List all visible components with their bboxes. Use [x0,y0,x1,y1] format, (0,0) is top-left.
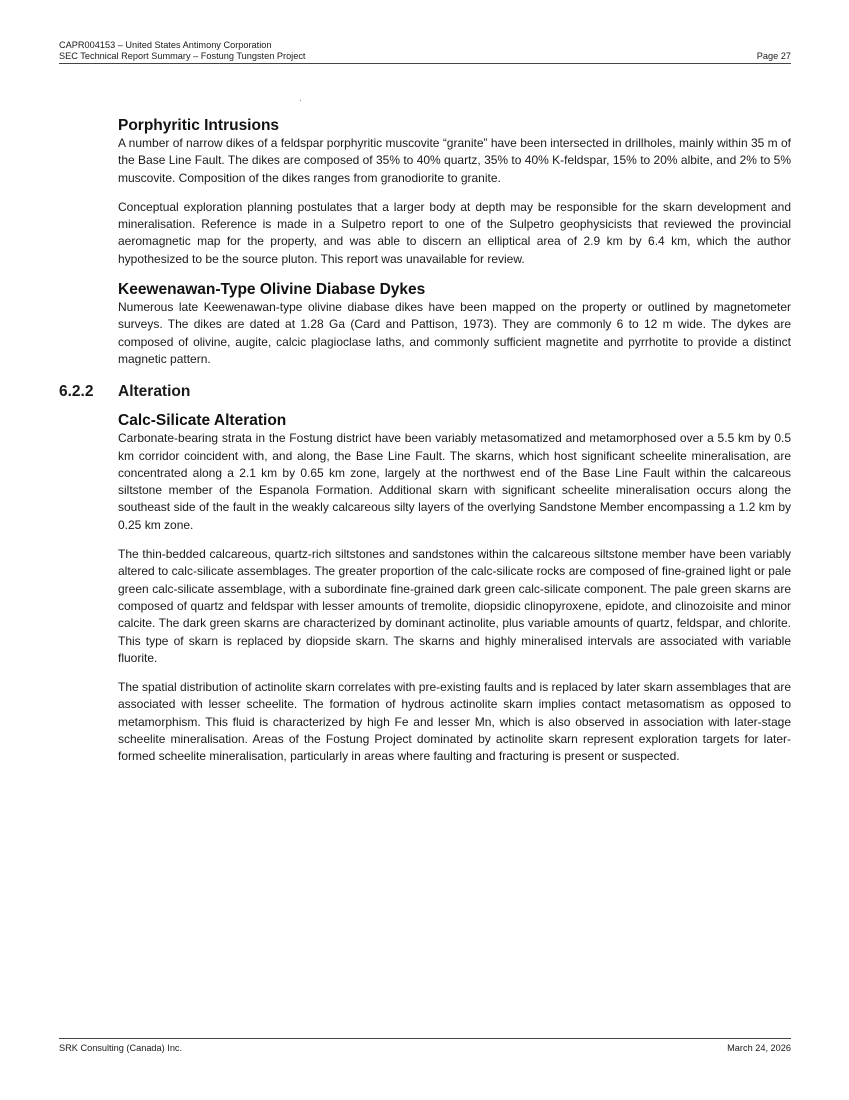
section-heading-alteration [59,382,791,401]
heading-porphyritic-intrusions: Porphyritic Intrusions [118,117,280,134]
footer-company: SRK Consulting (Canada) Inc. [59,1043,183,1053]
page-number: Page 27 [756,51,791,61]
paragraph-calc-3: The spatial distribution of actinolite skarn correlates with pre-existing faults and is replaced by later skarn assemblages that are associated with lesser scheelite. The formation of hydrous actinolite skarn implies contact metasomatism as opposed to metamorphism. This fluid is characterized by high Fe and lesser Mn, which is also observed in association with later-stage scheelite mineralisation. Areas of the Fostung Project dominated by actinolite skarn represent exploration targets for later-formed scheelite mineralisation, particularly in areas where faulting and fracturing is present or suspected. [118,680,792,764]
footer-date: March 24, 2026 [727,1043,791,1053]
section-title: Alteration [118,383,191,401]
heading-calc-silicate-alteration: Calc-Silicate Alteration [118,412,287,430]
page-footer [59,1038,791,1054]
page-header [59,40,791,64]
paragraph-keewenawan-1: Numerous late Keewenawan-type olivine diabase dikes have been mapped on the property or outlined by magnetometer surveys. The dikes are dated at 1.28 Ga (Card and Pattison, 1973). They are commonly 6 to 12 m wide. The dykes are composed of olivine, augite, calcic plagioclase laths, and commonly sufficient magnetite and pyrrhotite to provide a distinct magnetic pattern. [118,300,791,366]
header-line-company: CAPR004153 – United States Antimony Corporation [59,40,272,50]
paragraph-calc-1: Carbonate-bearing strata in the Fostung district have been variably metasomatized and metamorphosed over a 5.5 km by 0.5 km corridor coincident with, and along, the Base Line Fault. The skarns, which host significant scheelite mineralisation, are concentrated along a 2.1 km by 0.65 km zone, largely at the northwest end of the Base Line Fault within the calcareous siltstone member of the Espanola Formation. Additional skarn with significant scheelite mineralisation occurs along the southeast side of the fault in the weakly calcareous silty layers of the overlying Sandstone Member encompassing a 1.2 km by 0.25 km zone. [118,431,791,532]
heading-keewenawan-dykes: Keewenawan-Type Olivine Diabase Dykes [118,281,426,299]
paragraph-porphyritic-1: A number of narrow dikes of a feldspar porphyritic muscovite “granite” have been intersected in drillholes, mainly within 35 m of the Base Line Fault. The dikes are composed of 35% to 40% quartz, 35% to 40% K-feldspar, 15% to 20% albite, and 2% to 5% muscovite. Composition of the dikes ranges from granodiorite to granite. [118,136,791,185]
section-number: 6.2.2 [59,383,94,401]
paragraph-porphyritic-2: Conceptual exploration planning postulates that a larger body at depth may be responsible for the skarn development and mineralisation. Reference is made in a Sulpetro report to one of the Sulpetro geophysicists that reviewed the provincial aeromagnetic map for the property, and was able to discern an elliptical area of 2.9 km by 6.4 km, which the author hypothesized to be the source pluton. This report was unavailable for review. [118,199,791,266]
header-line-report: SEC Technical Report Summary – Fostung Tungsten Project [59,51,306,61]
paragraph-calc-2: The thin-bedded calcareous, quartz-rich siltstones and sandstones within the calcareous siltstone member have been variably altered to calc-silicate assemblages. The greater proportion of the calc-silicate rocks are composed of fine-grained light or pale green calc-silicate assemblage, with a subordinate fine-grained dark green calc-silicate component. The pale green skarns are composed of quartz and feldspar with lesser amounts of tremolite, diopsidic clinopyroxene, epidote, and clinozoisite and minor calcite. The dark green skarns are characterized by dominant actinolite, plus variable amounts of quartz, feldspar, and chlorite. This type of skarn is replaced by diopside skarn. The skarns and highly mineralised intervals are associated with variable fluorite. [118,547,791,665]
page-body [59,116,792,778]
stray-mark [300,100,301,101]
